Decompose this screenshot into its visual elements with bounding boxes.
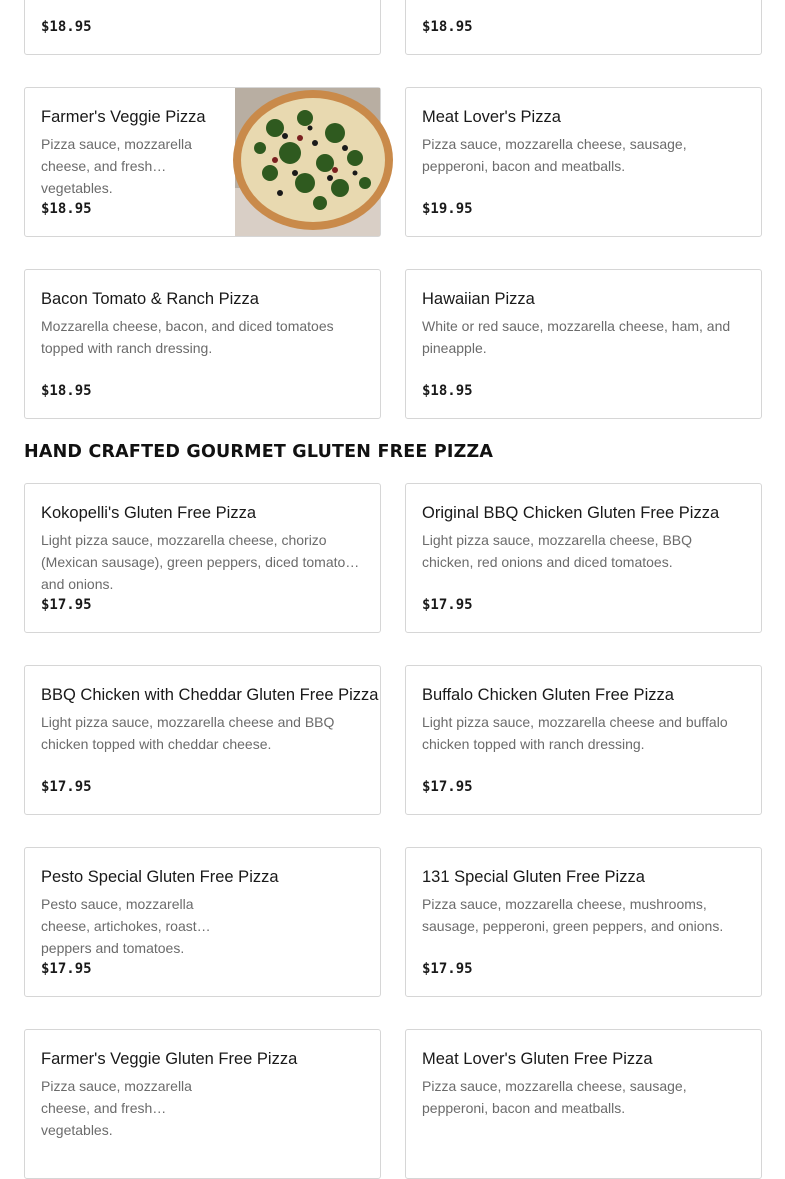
item-name: Bacon Tomato & Ranch Pizza bbox=[41, 290, 259, 308]
item-price: $18.95 bbox=[41, 19, 92, 35]
menu-item-card[interactable] bbox=[405, 665, 762, 815]
item-price: $18.95 bbox=[422, 383, 473, 399]
item-name: Hawaiian Pizza bbox=[422, 290, 535, 308]
item-description: White or red sauce, mozzarella cheese, ham, and pineapple. bbox=[422, 318, 731, 356]
item-name: Meat Lover's Pizza bbox=[422, 108, 561, 126]
menu-item-card[interactable] bbox=[24, 1029, 381, 1179]
item-name: Farmer's Veggie Pizza bbox=[41, 108, 206, 126]
item-price: $17.95 bbox=[422, 779, 473, 795]
item-price: $17.95 bbox=[422, 961, 473, 977]
item-description: Pizza sauce, mozzarella cheese, sausage, pepperoni, bacon and meatballs. bbox=[422, 136, 687, 174]
item-name: Kokopelli's Gluten Free Pizza bbox=[41, 504, 256, 522]
menu-item-card[interactable] bbox=[24, 483, 381, 633]
item-price: $18.95 bbox=[422, 19, 473, 35]
menu-item-card[interactable] bbox=[405, 847, 762, 997]
menu-item-card[interactable] bbox=[405, 87, 762, 237]
item-price: $18.95 bbox=[41, 383, 92, 399]
item-description: Pizza sauce, mozzarella cheese, and fresh vegetables. bbox=[41, 1078, 192, 1138]
item-description: Pizza sauce, mozzarella cheese, sausage, pepperoni, bacon and meatballs. bbox=[422, 1078, 687, 1116]
veggie-pizza-photo bbox=[235, 88, 380, 236]
item-name: Farmer's Veggie Gluten Free Pizza bbox=[41, 1050, 298, 1068]
menu-item-card[interactable] bbox=[405, 1029, 762, 1179]
item-description: Light pizza sauce, mozzarella cheese and buffalo chicken topped with ranch dressing. bbox=[422, 714, 728, 752]
item-name: 131 Special Gluten Free Pizza bbox=[422, 868, 645, 886]
menu-item-card[interactable] bbox=[405, 483, 762, 633]
menu-item-card[interactable] bbox=[405, 0, 762, 55]
item-price: $17.95 bbox=[41, 961, 92, 977]
item-price: $17.95 bbox=[41, 597, 92, 613]
item-name: Meat Lover's Gluten Free Pizza bbox=[422, 1050, 653, 1068]
item-description: Pesto sauce, mozzarella cheese, artichokes, roasted peppers and tomatoes. bbox=[41, 896, 213, 956]
item-name: Buffalo Chicken Gluten Free Pizza bbox=[422, 686, 674, 704]
section-title: HAND CRAFTED GOURMET GLUTEN FREE PIZZA bbox=[24, 442, 494, 462]
item-name: Pesto Special Gluten Free Pizza bbox=[41, 868, 279, 886]
item-description: Light pizza sauce, mozzarella cheese, chorizo (Mexican sausage), green peppers, diced tomatoes and onions. bbox=[41, 532, 361, 592]
menu-item-card[interactable] bbox=[24, 0, 381, 55]
item-price: $17.95 bbox=[422, 597, 473, 613]
item-price: $17.95 bbox=[41, 779, 92, 795]
item-name: BBQ Chicken with Cheddar Gluten Free Pizza bbox=[41, 686, 379, 704]
item-description: Pizza sauce, mozzarella cheese, and fresh vegetables. bbox=[41, 136, 192, 196]
item-price: $19.95 bbox=[422, 201, 473, 217]
menu-item-card[interactable] bbox=[24, 269, 381, 419]
item-description: Light pizza sauce, mozzarella cheese and BBQ chicken topped with cheddar cheese. bbox=[41, 714, 335, 752]
menu-item-card[interactable] bbox=[24, 847, 381, 997]
item-price: $18.95 bbox=[41, 201, 92, 217]
item-description: Mozzarella cheese, bacon, and diced tomatoes topped with ranch dressing. bbox=[41, 318, 334, 356]
menu-item-card[interactable] bbox=[24, 665, 381, 815]
item-description: Light pizza sauce, mozzarella cheese, BBQ chicken, red onions and diced tomatoes. bbox=[422, 532, 693, 570]
menu-item-card[interactable] bbox=[405, 269, 762, 419]
menu-item-card[interactable] bbox=[24, 87, 381, 237]
item-description: Pizza sauce, mozzarella cheese, mushrooms, sausage, pepperoni, green peppers, and onions. bbox=[422, 896, 724, 934]
item-name: Original BBQ Chicken Gluten Free Pizza bbox=[422, 504, 720, 522]
